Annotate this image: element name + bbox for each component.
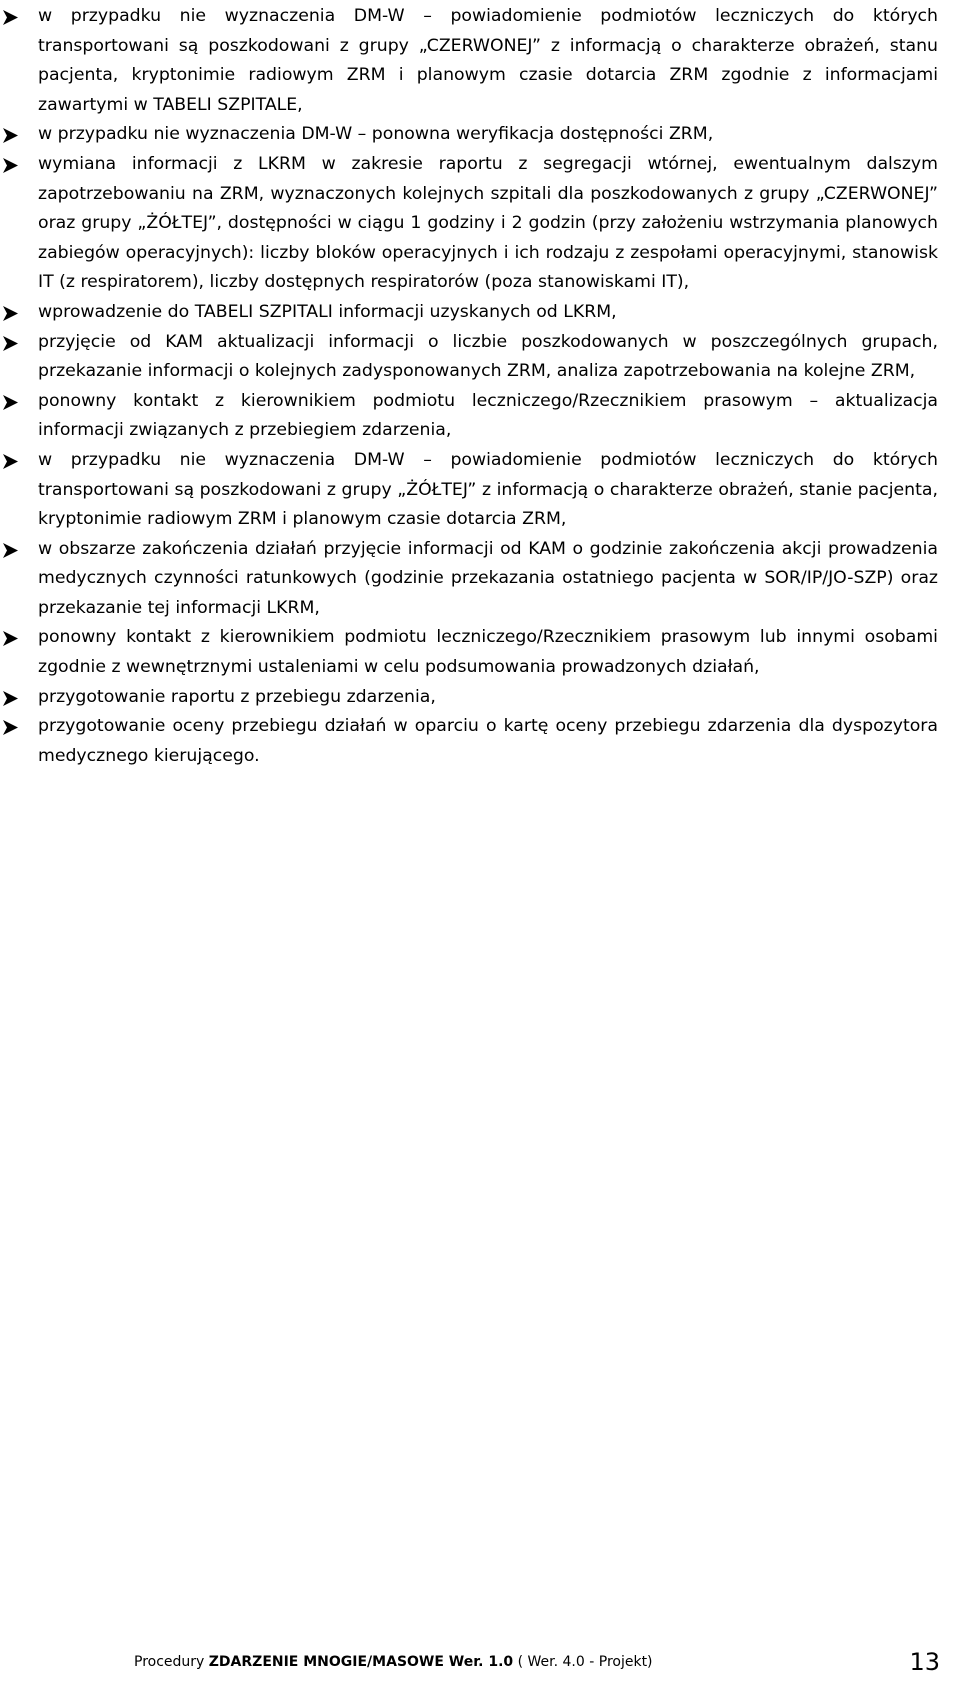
list-item <box>0 623 960 682</box>
procedure-step-list <box>0 2 960 771</box>
arrow-bullet-icon <box>2 305 19 322</box>
list-item <box>0 535 960 624</box>
list-item-text: wprowadzenie do TABELI SZPITALI informacji uzyskanych od LKRM, <box>38 301 617 322</box>
arrow-bullet-icon <box>2 453 19 470</box>
list-item-text: przygotowanie oceny przebiegu działań w oparciu o kartę oceny przebiegu zdarzenia dla dyspozytora medycznego kierującego. <box>38 716 938 766</box>
arrow-bullet-icon <box>2 127 19 144</box>
list-item-text: ponowny kontakt z kierownikiem podmiotu leczniczego/Rzecznikiem prasowym lub innymi osobami zgodnie z wewnętrznymi ustaleniami w celu podsumowania prowadzonych działań, <box>38 627 938 678</box>
list-item <box>0 298 960 328</box>
list-item-text: wymiana informacji z LKRM w zakresie raportu z segregacji wtórnej, ewentualnym dalszym zapotrzebowaniu na ZRM, wyznaczonych kolejnych szpitali dla poszkodowanych z grupy „CZERWONEJ” oraz grupy „ŻÓŁTEJ”, dostępności w ciągu 1 godziny i 2 godzin (przy założeniu wstrzymania planowych zabiegów operacyjnych): liczby bloków operacyjnych i ich rodzaju z zespołami operacyjnymi, stanowisk IT (z respiratorem), liczby dostępnych respiratorów (poza stanowiskami IT), <box>38 153 938 293</box>
list-item-text: przygotowanie raportu z przebiegu zdarzenia, <box>38 686 436 707</box>
footer-prefix: Procedury <box>134 1654 209 1670</box>
arrow-bullet-icon <box>2 157 19 174</box>
list-item <box>0 683 960 713</box>
list-item <box>0 2 960 120</box>
list-item <box>0 150 960 298</box>
list-item <box>0 387 960 446</box>
list-item <box>0 120 960 150</box>
arrow-bullet-icon <box>2 630 19 647</box>
arrow-bullet-icon <box>2 394 19 411</box>
arrow-bullet-icon <box>2 542 19 559</box>
footer-document-title: ZDARZENIE MNOGIE/MASOWE Wer. 1.0 <box>208 1654 514 1670</box>
arrow-bullet-icon <box>2 690 19 707</box>
list-item-text: ponowny kontakt z kierownikiem podmiotu leczniczego/Rzecznikiem prasowym – aktualizacja informacji związanych z przebiegiem zdarzenia, <box>38 390 938 441</box>
arrow-bullet-icon <box>2 335 19 352</box>
page-footer <box>134 1652 653 1672</box>
list-item <box>0 446 960 535</box>
list-item <box>0 328 960 387</box>
list-item-text: przyjęcie od KAM aktualizacji informacji o liczbie poszkodowanych w poszczególnych grupach, przekazanie informacji o kolejnych zadysponowanych ZRM, analiza zapotrzebowania na kolejne ZRM, <box>38 331 938 382</box>
list-item-text: w obszarze zakończenia działań przyjęcie informacji od KAM o godzinie zakończenia akcji prowadzenia medycznych czynności ratunkowych (godzinie przekazania ostatniego pacjenta w SOR/IP/JO-SZP) oraz przekazanie tej informacji LKRM, <box>38 538 938 618</box>
list-item-text: w przypadku nie wyznaczenia DM-W – powiadomienie podmiotów leczniczych do których transportowani są poszkodowani z grupy „ŻÓŁTEJ” z informacją o charakterze obrażeń, stanie pacjenta, kryptonimie radiowym ZRM i planowym czasie dotarcia ZRM, <box>38 449 938 530</box>
page-number: 13 <box>909 1648 940 1676</box>
list-item-text: w przypadku nie wyznaczenia DM-W – powiadomienie podmiotów leczniczych do których transportowani są poszkodowani z grupy „CZERWONEJ” z informacją o charakterze obrażeń, stanu pacjenta, kryptonimie radiowym ZRM i planowym czasie dotarcia ZRM zgodnie z informacjami zawartymi w TABELI SZPITALE, <box>38 6 938 115</box>
arrow-bullet-icon <box>2 9 19 26</box>
list-item <box>0 712 960 771</box>
list-item-text: w przypadku nie wyznaczenia DM-W – ponowna weryfikacja dostępności ZRM, <box>38 124 714 145</box>
footer-version: ( Wer. 4.0 - Projekt) <box>513 1654 653 1670</box>
arrow-bullet-icon <box>2 719 19 736</box>
